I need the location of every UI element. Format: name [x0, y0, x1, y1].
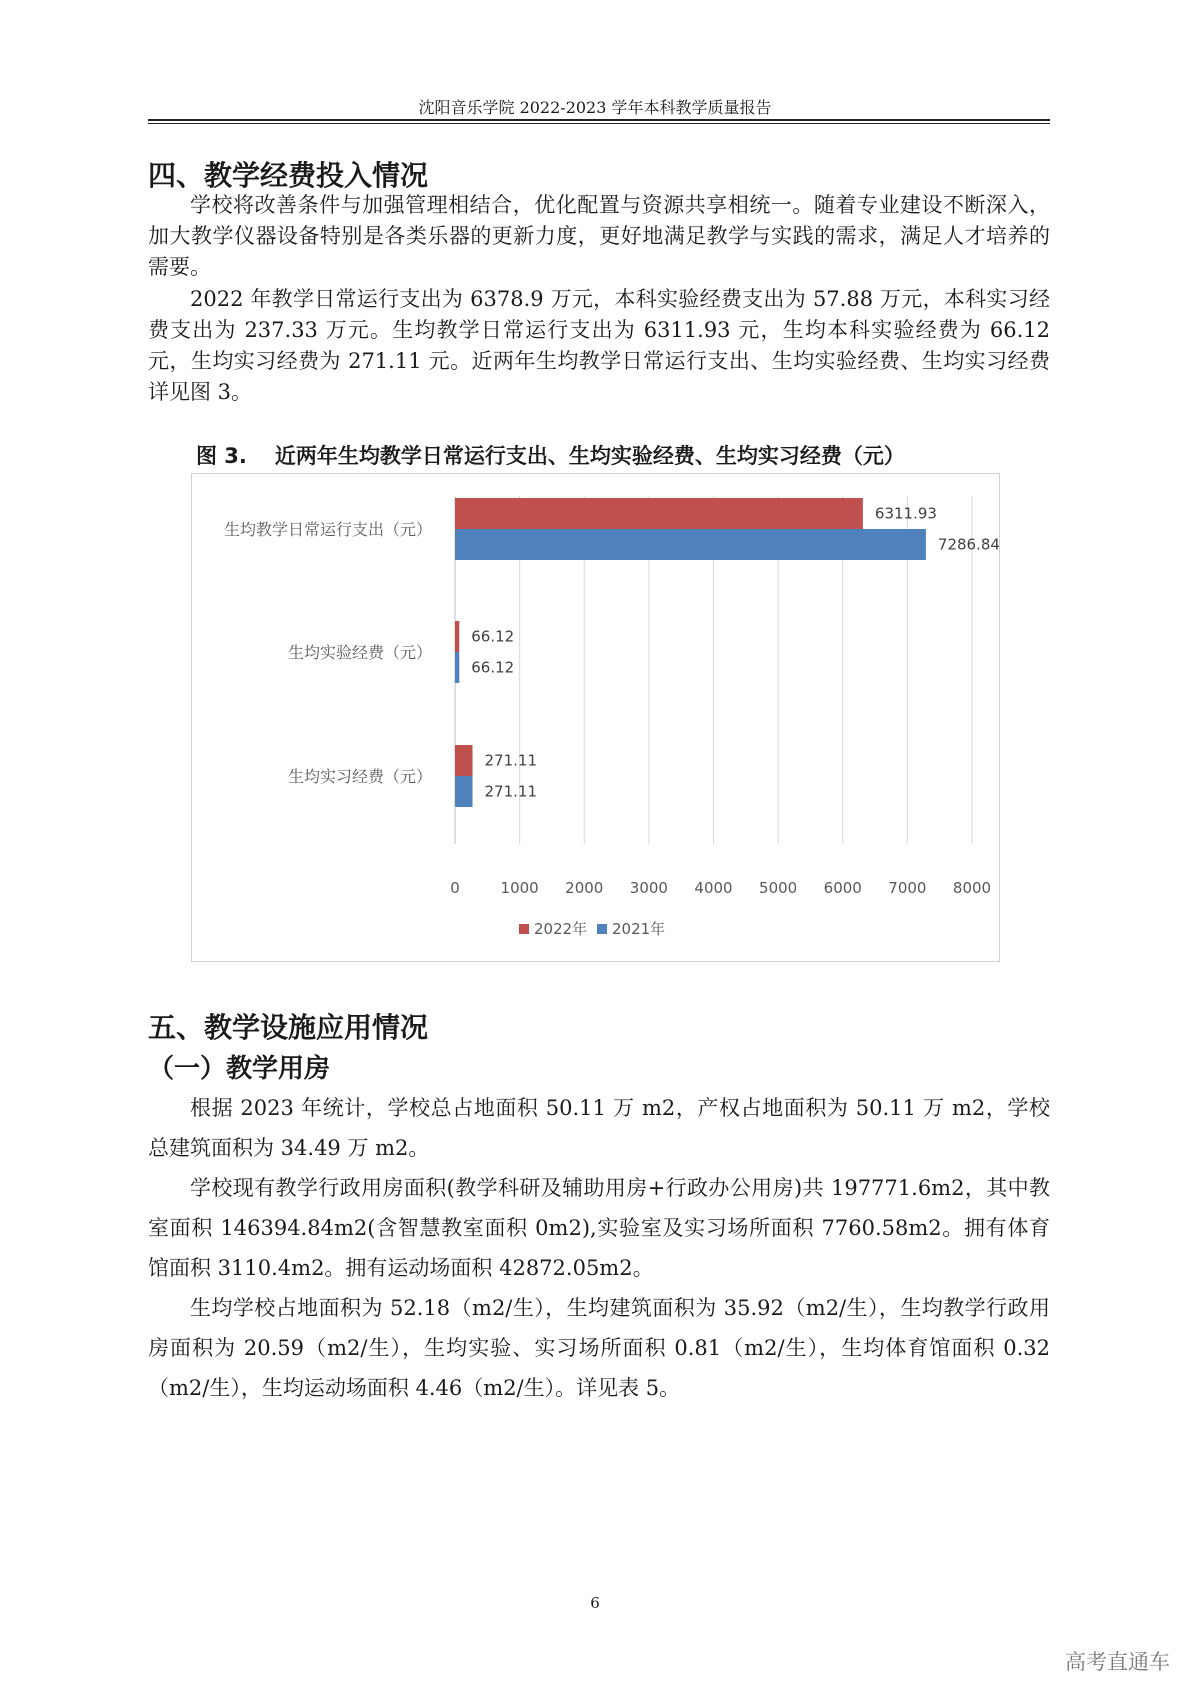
section5-paragraph-3: 生均学校占地面积为 52.18（m2/生），生均建筑面积为 35.92（m2/生），生均教学行政用房面积为 20.59（m2/生），生均实验、实习场所面积 0.81（m2/生），生均体育馆面积 0.32（m2/生），生均运动场面积 4.46（m2/生）。详见表 5。: [148, 1296, 1050, 1400]
legend-label: 2022年: [534, 920, 588, 938]
bar-2022: [455, 745, 473, 776]
legend-swatch: [597, 924, 607, 934]
legend-label: 2021年: [612, 920, 666, 938]
x-tick-label: 5000: [759, 879, 798, 897]
header-rule: [148, 119, 1050, 121]
section5-paragraph-2: 学校现有教学行政用房面积(教学科研及辅助用房+行政办公用房)共 197771.6m2，其中教室面积 146394.84m2(含智慧教室面积 0m2),实验室及实习场所面积 7760.58m2。拥有体育馆面积 3110.4m2。拥有运动场面积 42872.05m2。: [148, 1176, 1050, 1280]
legend-swatch: [519, 924, 529, 934]
x-tick-label: 8000: [952, 879, 992, 897]
bar-2021: [455, 529, 926, 560]
bar-2022: [455, 621, 459, 652]
x-tick-label: 2000: [565, 879, 604, 897]
bar-chart: [191, 473, 1000, 962]
data-label: 66.12: [471, 658, 515, 677]
report-header-title: 沈阳音乐学院 2022-2023 学年本科教学质量报告: [418, 98, 772, 117]
data-label: 271.11: [484, 782, 538, 801]
x-tick-label: 1000: [500, 879, 539, 897]
data-label: 7286.84: [937, 535, 999, 554]
header-rule-thin: [148, 123, 1050, 124]
figure-title: 近两年生均教学日常运行支出、生均实验经费、生均实习经费（元）: [274, 444, 905, 468]
section4-heading: 四、教学经费投入情况: [148, 159, 429, 192]
data-label: 66.12: [471, 627, 515, 646]
x-tick-label: 7000: [888, 879, 927, 897]
section5-heading: 五、教学设施应用情况: [148, 1011, 429, 1044]
data-label: 271.11: [484, 751, 538, 770]
bar-2021: [455, 652, 459, 683]
bar-2022: [455, 498, 863, 529]
x-tick-label: 4000: [694, 879, 733, 897]
x-tick-label: 3000: [629, 879, 668, 897]
page-number: 6: [590, 1594, 600, 1612]
data-label: 6311.93: [874, 504, 937, 523]
bar-chart-svg: [192, 474, 999, 961]
x-tick-label: 0: [450, 879, 460, 897]
bar-2021: [455, 776, 473, 807]
category-label: 生均教学日常运行支出（元）: [223, 520, 432, 539]
figure-caption: [196, 440, 905, 470]
section5-paragraph-1: 根据 2023 年统计，学校总占地面积 50.11 万 m2，产权占地面积为 50.11 万 m2，学校总建筑面积为 34.49 万 m2。: [148, 1096, 1050, 1160]
subsection-teaching-rooms-heading: （一）教学用房: [148, 1054, 331, 1084]
x-tick-label: 6000: [823, 879, 862, 897]
category-label: 生均实习经费（元）: [287, 767, 432, 786]
section4-paragraph-1: 学校将改善条件与加强管理相结合，优化配置与资源共享相统一。随着专业建设不断深入，加大教学仪器设备特别是各类乐器的更新力度，更好地满足教学与实践的需求，满足人才培养的需要。: [148, 193, 1050, 279]
section4-paragraph-2: 2022 年教学日常运行支出为 6378.9 万元，本科实验经费支出为 57.88 万元，本科实习经费支出为 237.33 万元。生均教学日常运行支出为 6311.93 元，生均本科实验经费为 66.12 元，生均实习经费为 271.11 元。近两年生均教学日常运行支出、生均实验经费、生均实习经费详见图 3。: [148, 287, 1050, 404]
watermark: 高考直通车: [1065, 1650, 1170, 1674]
category-label: 生均实验经费（元）: [287, 643, 432, 662]
figure-number: 图 3.: [196, 444, 247, 468]
